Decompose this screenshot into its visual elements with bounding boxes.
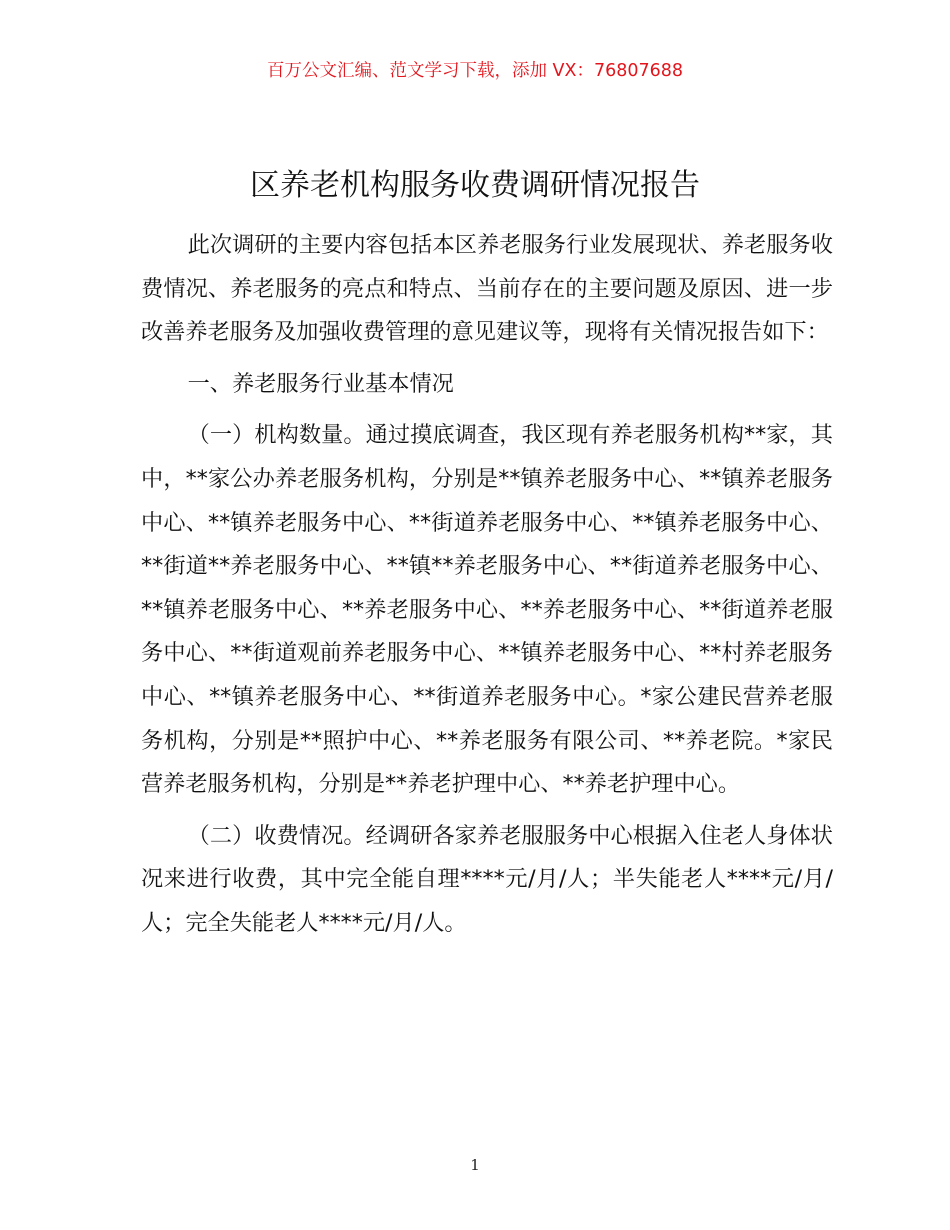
document-title: 区养老机构服务收费调研情况报告 [250, 168, 700, 203]
header-banner: 百万公文汇编、范文学习下载，添加 VX：76807688 [266, 61, 684, 81]
section-heading: 一、养老服务行业基本情况 [187, 370, 454, 397]
fee-paragraph: （二）收费情况。经调研各家养老服服务中心根据入住老人身体状况来进行收费，其中完全能自理****元/月/人；半失能老人****元/月/人；完全失能老人****元/月/人。 [141, 822, 833, 936]
intro-paragraph: 此次调研的主要内容包括本区养老服务行业发展现状、养老服务收费情况、养老服务的亮点和特点、当前存在的主要问题及原因、进一步改善养老服务及加强收费管理的意见建议等，现将有关情况报告如下： [141, 232, 833, 346]
institution-count-paragraph: （一）机构数量。通过摸底调查，我区现有养老服务机构**家，其中，**家公办养老服务机构，分别是**镇养老服务中心、**镇养老服务中心、**镇养老服务中心、**街道养老服务中心、**镇养老服务中心、**街道**养老服务中心、**镇**养老服务中心、**街道养老服务中心、**镇养老服务中心、**养老服务中心、**养老服务中心、**街道养老服务中心、**街道观前养老服务中心、**镇养老服务中心、**村养老服务中心、**镇养老服务中心、**街道养老服务中心。*家公建民营养老服务机构，分别是**照护中心、**养老服务有限公司、**养老院。*家民营养老服务机构，分别是**养老护理中心、**养老护理中心。 [141, 422, 833, 798]
page-number: 1 [470, 1156, 480, 1174]
document-body [141, 224, 833, 954]
